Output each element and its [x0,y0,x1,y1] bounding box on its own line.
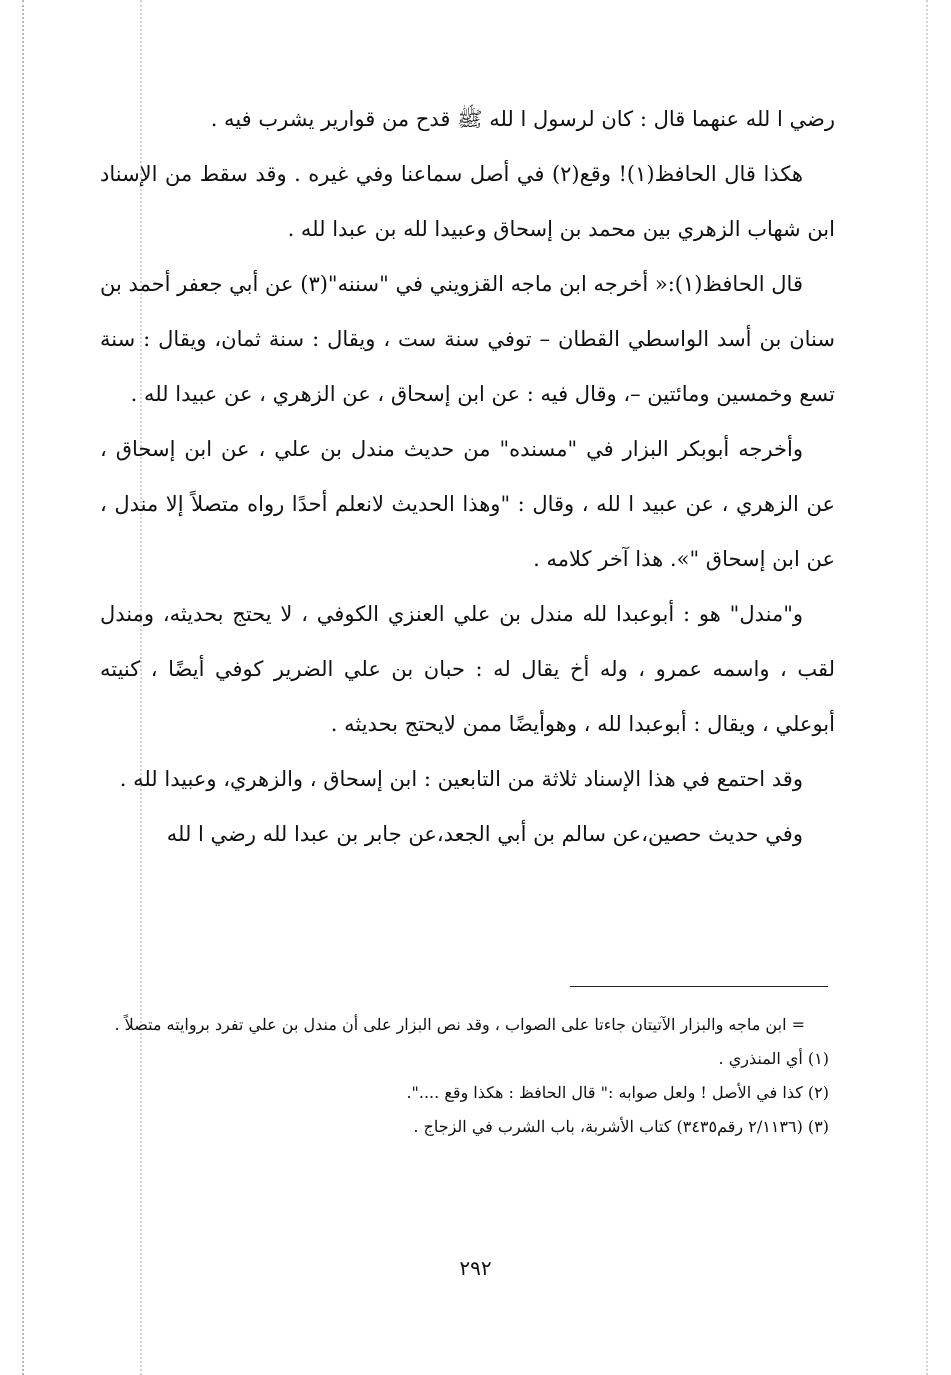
paragraph-4: وأخرجه أبوبكر البزار في "مسنده" من حديث مندل بن علي ، عن ابن إسحاق ، عن الزهري ، عن عبيد ا لله ، وقال : "وهذا الحديث لانعلم أحدًا رواه متصلاً إلا مندل ، عن ابن إسحاق "». هذا آخر كلامه . [100,437,835,571]
scan-margin-line [22,0,24,1375]
scan-margin-line [926,0,928,1375]
paragraph-7: وفي حديث حصين،عن سالم بن أبي الجعد،عن جابر بن عبدا لله رضي ا لله [166,822,803,846]
footnote-continuation: = ابن ماجه والبزار الآتيتان جاءتا على الصواب ، وقد نص البزار على أن مندل بن علي تفرد بروايته متصلاً . [114,1015,805,1034]
paragraph-5: و"مندل" هو : أبوعبدا لله مندل بن علي العنزي الكوفي ، لا يحتج بحديثه، ومندل لقب ، واسمه عمرو ، وله أخ يقال له : حبان بن علي الضرير كوفي أيضًا ، كنيته أبوعلي ، ويقال : أبوعبدا لله ، وهوأيضًا ممن لايحتج بحديثه . [100,602,835,736]
footnote-1: (١) أي المنذري . [718,1049,829,1068]
paragraph-2: هكذا قال الحافظ(١)! وقع(٢) في أصل سماعنا وفي غيره . وقد سقط من الإسناد ابن شهاب الزهري بين محمد بن إسحاق وعبيدا لله بن عبدا لله . [100,162,835,241]
page-number: ٢٩٢ [459,1256,492,1280]
paragraph-3: قال الحافظ(١):« أخرجه ابن ماجه القزويني في "سننه"(٣) عن أبي جعفر أحمد بن سنان بن أسد الواسطي القطان – توفي سنة ست ، ويقال : سنة ثمان، ويقال : سنة تسع وخمسين ومائتين –، وقال فيه : عن ابن إسحاق ، عن الزهري ، عن عبيدا لله . [100,272,835,406]
main-text [100,92,835,862]
footnote-3: (٣) (٢/١١٣٦ رقم٣٤٣٥) كتاب الأشربة، باب الشرب في الزجاج . [413,1117,829,1136]
footnote-separator [570,986,828,987]
paragraph-1: رضي ا لله عنهما قال : كان لرسول ا لله ﷺ قدح من قوارير يشرب فيه . [210,107,835,131]
paragraph-6: وقد احتمع في هذا الإسناد ثلاثة من التابعين : ابن إسحاق ، والزهري، وعبيدا لله . [119,767,803,791]
footnote-2: (٢) كذا في الأصل ! ولعل صوابه :" قال الحافظ : هكذا وقع ....". [406,1083,829,1102]
footnotes [100,1008,835,1144]
